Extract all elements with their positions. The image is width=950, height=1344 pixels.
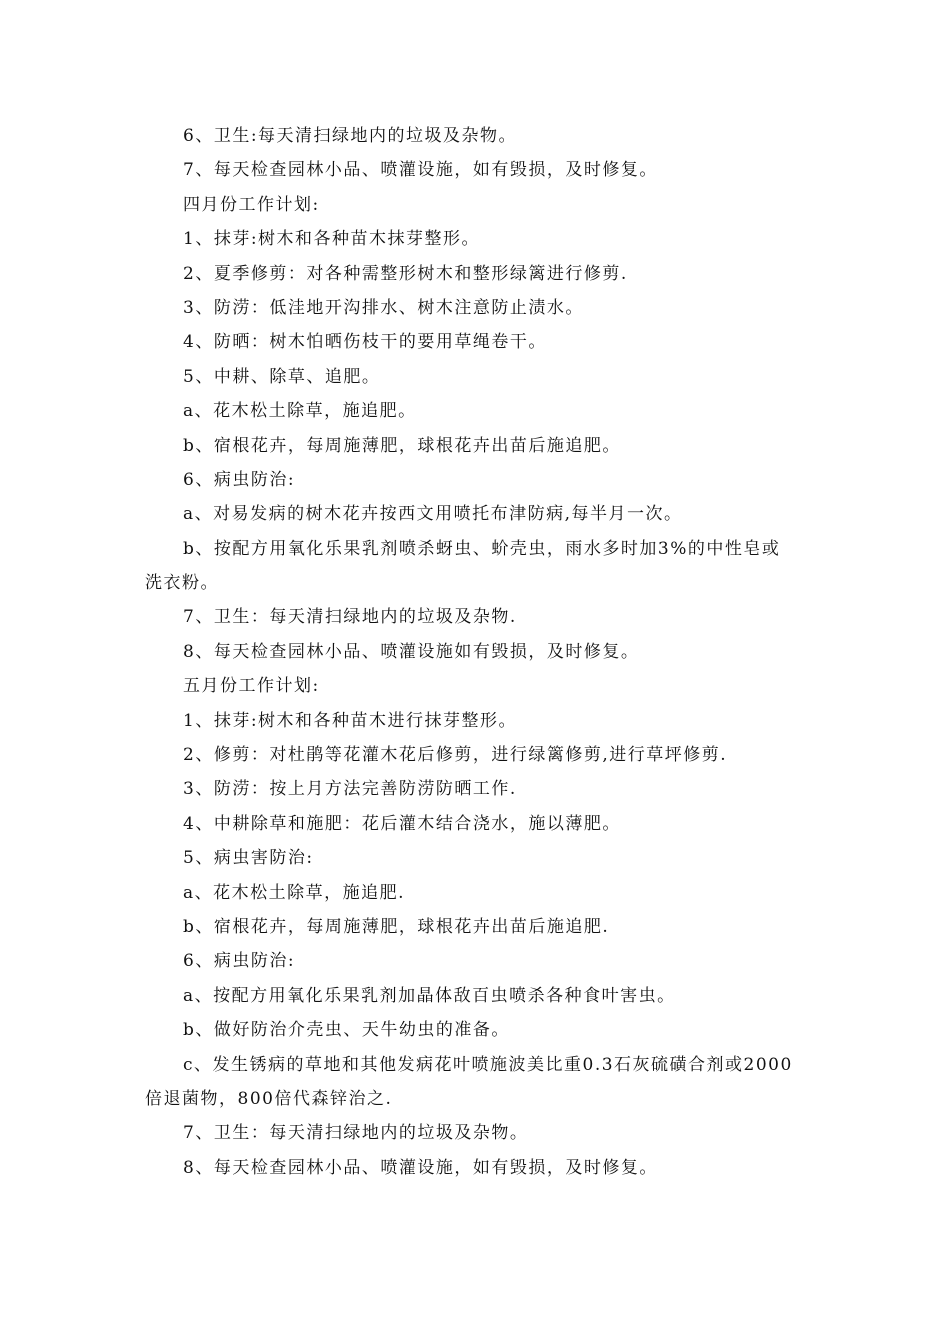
paragraph-line: 2、夏季修剪：对各种需整形树木和整形绿篱进行修剪.: [183, 263, 628, 284]
paragraph-line: 1、抹芽:树木和各种苗木进行抹芽整形。: [183, 710, 518, 731]
paragraph-line-continuation: 洗衣粉。: [145, 573, 219, 594]
paragraph-line: b、宿根花卉，每周施薄肥，球根花卉出苗后施追肥.: [183, 916, 610, 937]
paragraph-line: 5、病虫害防治:: [183, 848, 314, 869]
paragraph-line: 8、每天检查园林小品、喷灌设施如有毁损，及时修复。: [183, 641, 640, 662]
paragraph-line: 6、病虫防治:: [183, 469, 296, 490]
paragraph-line: 6、病虫防治:: [183, 951, 296, 972]
paragraph-line: 7、卫生：每天清扫绿地内的垃圾及杂物。: [183, 1123, 529, 1144]
paragraph-line: b、做好防治介壳虫、天牛幼虫的准备。: [183, 1020, 510, 1041]
paragraph-line: 1、抹芽:树木和各种苗木抹芽整形。: [183, 229, 481, 250]
paragraph-line: b、宿根花卉，每周施薄肥，球根花卉出苗后施追肥。: [183, 435, 621, 456]
paragraph-line: 7、每天检查园林小品、喷灌设施，如有毁损，及时修复。: [183, 160, 658, 181]
paragraph-line: 3、防涝：低洼地开沟排水、树木注意防止渍水。: [183, 297, 584, 318]
paragraph-line: 6、卫生:每天清扫绿地内的垃圾及杂物。: [183, 126, 518, 146]
paragraph-line: 2、修剪：对杜鹃等花灌木花后修剪，进行绿篱修剪,进行草坪修剪.: [183, 745, 728, 766]
document-body: [145, 119, 815, 1185]
paragraph-line: a、花木松土除草，施追肥.: [183, 882, 406, 903]
paragraph-line: 5、中耕、除草、追肥。: [183, 366, 381, 387]
paragraph-line: b、按配方用氧化乐果乳剂喷杀蚜虫、蚧壳虫，雨水多时加3%的中性皂或: [183, 538, 781, 559]
paragraph-line: 3、防涝：按上月方法完善防涝防晒工作.: [183, 779, 517, 800]
paragraph-line: a、对易发病的树木花卉按西文用喷托布津防病,每半月一次。: [183, 504, 683, 525]
section-heading-may: 五月份工作计划:: [183, 676, 320, 697]
paragraph-line: c、发生锈病的草地和其他发病花叶喷施波美比重0.3石灰硫磺合剂或2000: [183, 1054, 793, 1075]
paragraph-line: 4、中耕除草和施肥：花后灌木结合浇水，施以薄肥。: [183, 813, 621, 834]
paragraph-line: 4、防晒：树木怕晒伤枝干的要用草绳卷干。: [183, 332, 547, 353]
paragraph-line-continuation: 倍退菌物，800倍代森锌治之.: [145, 1088, 393, 1109]
paragraph-line: 7、卫生：每天清扫绿地内的垃圾及杂物.: [183, 607, 517, 628]
paragraph-line: a、花木松土除草，施追肥。: [183, 401, 417, 422]
paragraph-line: a、按配方用氧化乐果乳剂加晶体敌百虫喷杀各种食叶害虫。: [183, 985, 676, 1006]
section-heading-april: 四月份工作计划:: [183, 194, 320, 215]
paragraph-line: 8、每天检查园林小品、喷灌设施，如有毁损，及时修复。: [183, 1157, 658, 1178]
